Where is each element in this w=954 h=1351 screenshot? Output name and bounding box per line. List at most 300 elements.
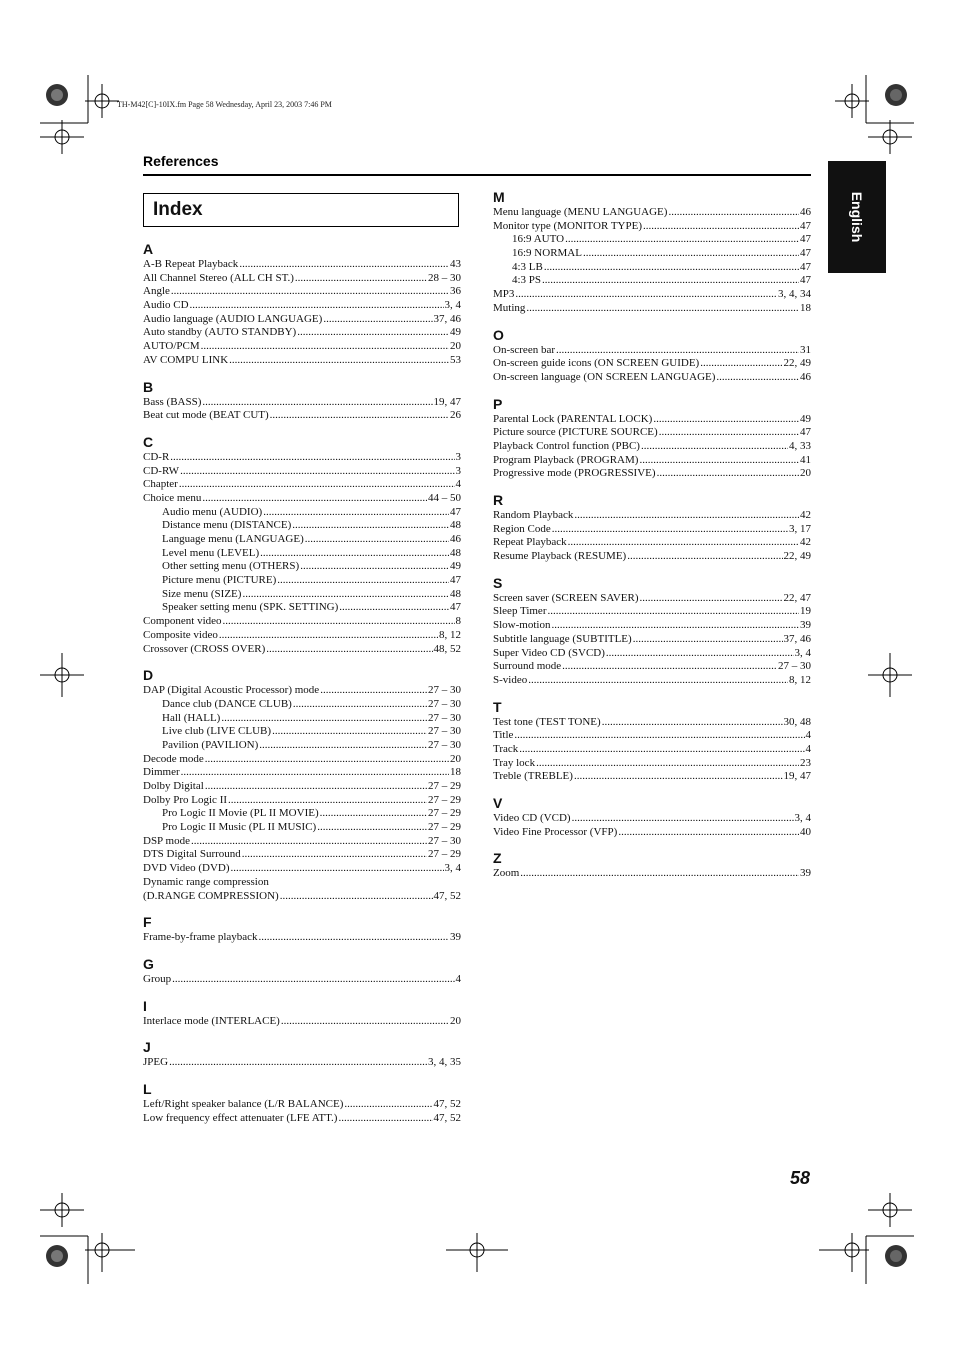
- language-tab-label: English: [849, 191, 865, 243]
- dot-leader: [602, 716, 783, 730]
- index-entry-term: Screen saver (SCREEN SAVER): [493, 591, 639, 604]
- index-entry-page: 18: [800, 301, 811, 314]
- index-entry: [493, 757, 811, 771]
- index-entry-page: 26: [450, 409, 461, 422]
- index-entry-page: 47, 52: [433, 1111, 461, 1124]
- index-entry-page: 44 – 50: [428, 491, 461, 504]
- dot-leader: [552, 523, 788, 537]
- index-entry: [493, 206, 811, 220]
- index-entry-term: Group: [143, 972, 172, 985]
- index-entry-page: 4: [455, 972, 461, 985]
- dot-leader: [205, 753, 449, 767]
- dot-leader: [280, 890, 433, 904]
- header-rule: [143, 174, 811, 176]
- dot-leader: [221, 712, 427, 726]
- index-entry: [143, 354, 461, 368]
- index-entry-page: 39: [800, 619, 811, 632]
- index-entry-page: 20: [450, 752, 461, 765]
- index-entry: [143, 931, 461, 945]
- dot-leader: [317, 821, 427, 835]
- index-entry: [143, 1112, 461, 1126]
- dot-leader: [528, 674, 788, 688]
- index-entry-term: CD-R: [143, 450, 170, 463]
- index-entry-term: Dynamic range compression: [143, 875, 269, 888]
- index-entry-term: DSP mode: [143, 834, 190, 847]
- index-entry-term: Menu language (MENU LANGUAGE): [493, 206, 668, 218]
- index-entry-page: 20: [800, 467, 811, 480]
- dot-leader: [640, 592, 783, 606]
- index-entry: [493, 743, 811, 757]
- index-entry-page: 48: [450, 546, 461, 559]
- index-entry-term: Tray lock: [493, 756, 536, 769]
- index-entry-page: 47: [450, 574, 461, 587]
- index-entry: [493, 233, 811, 247]
- dot-leader: [520, 867, 799, 881]
- index-entry: [143, 862, 461, 876]
- index-entry-page: 47: [800, 274, 811, 287]
- index-title-box: [143, 193, 459, 227]
- dot-leader: [572, 812, 794, 826]
- dot-leader: [295, 272, 427, 286]
- index-entry-term: Audio menu (AUDIO): [162, 505, 263, 518]
- index-entry: [143, 465, 461, 479]
- index-entry-term: Random Playback: [493, 509, 574, 521]
- index-entry-page: 27 – 30: [778, 660, 811, 673]
- dot-leader: [180, 465, 454, 479]
- dot-leader: [338, 1112, 432, 1126]
- index-entry: [493, 371, 811, 385]
- index-entry-page: 47: [800, 233, 811, 246]
- index-entry-page: 3, 4: [444, 862, 461, 875]
- index-entry: [143, 506, 461, 520]
- dot-leader: [618, 826, 799, 840]
- dot-leader: [190, 299, 444, 313]
- index-entry: [143, 1098, 461, 1112]
- index-entry: [493, 357, 811, 371]
- index-entry: [143, 794, 461, 808]
- index-entry-term: Crossover (CROSS OVER): [143, 642, 266, 655]
- dot-leader: [181, 766, 449, 780]
- index-entry-page: 4: [455, 478, 461, 491]
- page-number: 58: [790, 1168, 811, 1188]
- index-entry-page: 43: [450, 258, 461, 270]
- index-entry-page: 27 – 30: [428, 834, 461, 847]
- index-entry-page: 3: [455, 450, 461, 463]
- index-entry-page: 42: [800, 536, 811, 549]
- index-entry: [493, 247, 811, 261]
- index-entry-term: Choice menu: [143, 491, 202, 504]
- dot-leader: [270, 876, 460, 890]
- index-entry-page: 23: [800, 756, 811, 769]
- index-entry: [493, 674, 811, 688]
- index-column-right: [493, 188, 811, 881]
- index-entry: [493, 867, 811, 881]
- index-entry-term: Test tone (TEST TONE): [493, 715, 601, 728]
- index-entry: [143, 821, 461, 835]
- dot-leader: [205, 780, 427, 794]
- index-entry: [143, 739, 461, 753]
- index-entry-page: 37, 46: [783, 632, 811, 645]
- index-entry-term: On-screen bar: [493, 343, 555, 356]
- index-entry-page: 37, 46: [433, 312, 461, 325]
- index-entry-term: On-screen guide icons (ON SCREEN GUIDE): [493, 357, 700, 370]
- index-entry: [143, 299, 461, 313]
- index-entry: [493, 770, 811, 784]
- dot-leader: [260, 547, 449, 561]
- index-entry-term: AV COMPU LINK: [143, 353, 229, 366]
- index-entry-term: Level menu (LEVEL): [162, 546, 260, 559]
- index-entry: [493, 716, 811, 730]
- index-entry: [143, 807, 461, 821]
- index-entry-term: Picture menu (PICTURE): [162, 574, 277, 587]
- index-entry-term: Left/Right speaker balance (L/R BALANCE): [143, 1097, 344, 1110]
- index-entry-page: 22, 47: [783, 591, 811, 604]
- index-entry: [143, 698, 461, 712]
- index-entry-page: 3, 4, 34: [778, 288, 811, 301]
- index-entry: [493, 826, 811, 840]
- file-print-line: TH-M42[C]-10IX.fm Page 58 Wednesday, April 23, 2003 7:46 PM: [117, 100, 332, 109]
- index-entry-page: 27 – 30: [428, 711, 461, 724]
- index-entry-page: 27 – 30: [428, 738, 461, 751]
- index-entry-term: Monitor type (MONITOR TYPE): [493, 219, 643, 232]
- index-entry-term: Other setting menu (OTHERS): [162, 560, 300, 573]
- index-entry-term: Beat cut mode (BEAT CUT): [143, 409, 269, 422]
- index-entry-term: Parental Lock (PARENTAL LOCK): [493, 412, 653, 425]
- index-entry-term: Low frequency effect attenuater (LFE ATT.): [143, 1111, 338, 1124]
- index-entry: [493, 440, 811, 454]
- dot-leader: [339, 601, 449, 615]
- index-entry-page: 49: [450, 560, 461, 573]
- index-entry-term: JPEG: [143, 1056, 169, 1069]
- index-entry-page: 3, 17: [789, 522, 811, 535]
- index-entry: [493, 660, 811, 674]
- dot-leader: [305, 533, 449, 547]
- index-entry-term: A-B Repeat Playback: [143, 258, 239, 270]
- index-entry-page: 30, 48: [783, 715, 811, 728]
- index-entry-term: Interlace mode (INTERLACE): [143, 1014, 280, 1027]
- index-entry-term: Super Video CD (SVCD): [493, 646, 605, 659]
- index-entry: [143, 258, 461, 272]
- index-entry: [143, 725, 461, 739]
- index-entry-page: 39: [800, 867, 811, 880]
- index-letter-heading: P: [493, 395, 503, 412]
- index-entry-term: MP3: [493, 288, 515, 301]
- dot-leader: [526, 302, 799, 316]
- index-entry-page: 46: [450, 533, 461, 545]
- index-entry-page: 3, 4, 35: [428, 1056, 461, 1069]
- index-entry: [493, 302, 811, 316]
- index-entry-page: 48: [450, 587, 461, 600]
- index-entry-page: 27 – 29: [428, 780, 461, 792]
- index-entry-page: 19, 47: [433, 395, 461, 408]
- dot-leader: [320, 807, 427, 821]
- index-entry: [143, 601, 461, 615]
- dot-leader: [716, 371, 799, 385]
- index-letter-heading: I: [143, 997, 147, 1014]
- index-entry-page: 22, 49: [783, 550, 811, 563]
- index-entry-term: Component video: [143, 615, 222, 628]
- section-title: References: [143, 153, 219, 169]
- index-entry-term: Muting: [493, 301, 526, 314]
- index-entry-term: Surround mode: [493, 660, 562, 673]
- index-entry-page: 42: [800, 509, 811, 521]
- index-entry-term: Composite video: [143, 628, 218, 641]
- index-entry-page: 27 – 30: [428, 697, 461, 710]
- index-entry-page: 47: [800, 219, 811, 232]
- index-entry-term: Hall (HALL): [162, 711, 221, 724]
- dot-leader: [219, 629, 438, 643]
- index-entry-page: 27 – 30: [428, 725, 461, 738]
- dot-leader: [239, 258, 449, 272]
- index-entry-term: S-video: [493, 673, 528, 686]
- index-entry: [143, 588, 461, 602]
- index-entry: [143, 890, 461, 904]
- dot-leader: [202, 492, 427, 506]
- index-letter-heading: D: [143, 667, 154, 684]
- dot-leader: [300, 560, 449, 574]
- index-entry-page: 47: [800, 426, 811, 439]
- index-letter-heading: G: [143, 955, 154, 972]
- index-entry-page: 47, 52: [433, 889, 461, 902]
- index-entry-term: Picture source (PICTURE SOURCE): [493, 426, 658, 439]
- index-entry: [493, 812, 811, 826]
- index-entry-page: 39: [450, 931, 461, 944]
- index-entry-term: DTS Digital Surround: [143, 848, 241, 861]
- dot-leader: [179, 478, 455, 492]
- index-entry-term: Pro Logic II Music (PL II MUSIC): [162, 821, 317, 834]
- dot-leader: [223, 615, 455, 629]
- index-entry-term: Subtitle language (SUBTITLE): [493, 632, 632, 645]
- index-entry-term: Pavilion (PAVILION): [162, 738, 259, 751]
- index-letter-heading: J: [143, 1039, 151, 1056]
- index-entry: [143, 547, 461, 561]
- index-entry: [493, 550, 811, 564]
- index-entry-term: Region Code: [493, 522, 551, 535]
- index-entry: [143, 285, 461, 299]
- index-entry-term: Frame-by-frame playback: [143, 931, 258, 944]
- index-entry-term: Bass (BASS): [143, 395, 202, 408]
- index-entry-term: DVD Video (DVD): [143, 862, 230, 875]
- index-entry-term: Sleep Timer: [493, 605, 547, 618]
- index-letter-heading: S: [493, 574, 503, 591]
- dot-leader: [228, 794, 427, 808]
- dot-leader: [565, 233, 799, 247]
- index-entry-term: 16:9 AUTO: [512, 233, 565, 246]
- dot-leader: [514, 729, 804, 743]
- index-entry: [143, 876, 461, 890]
- index-letter-heading: Z: [493, 850, 502, 867]
- index-entry-page: 19, 47: [783, 770, 811, 783]
- index-entry-page: 4: [805, 729, 811, 742]
- index-entry-page: 4: [805, 742, 811, 755]
- dot-leader: [574, 509, 799, 523]
- index-entry-term: Dimmer: [143, 766, 180, 779]
- index-entry-term: Decode mode: [143, 752, 204, 765]
- dot-leader: [272, 725, 427, 739]
- index-entry: [143, 396, 461, 410]
- index-entry-term: Language menu (LANGUAGE): [162, 533, 304, 545]
- dot-leader: [323, 313, 432, 327]
- index-entry-page: 4, 33: [789, 439, 811, 452]
- index-column-left: [143, 240, 461, 1125]
- index-entry-term: Live club (LIVE CLUB): [162, 725, 272, 738]
- index-entry: [493, 523, 811, 537]
- dot-leader: [633, 633, 783, 647]
- index-entry-page: 46: [800, 206, 811, 218]
- index-entry-term: Repeat Playback: [493, 536, 567, 549]
- dot-leader: [547, 605, 799, 619]
- index-entry-term: Program Playback (PROGRAM): [493, 453, 639, 466]
- dot-leader: [320, 684, 427, 698]
- dot-leader: [202, 396, 432, 410]
- index-entry-page: 3, 4: [794, 812, 811, 824]
- index-entry: [143, 533, 461, 547]
- index-entry: [143, 574, 461, 588]
- index-entry-term: Title: [493, 729, 514, 742]
- index-entry-page: 47: [450, 505, 461, 518]
- dot-leader: [659, 426, 799, 440]
- index-entry: [143, 615, 461, 629]
- index-entry-term: (D.RANGE COMPRESSION): [143, 889, 279, 902]
- index-entry-page: 41: [800, 453, 811, 466]
- dot-leader: [266, 643, 432, 657]
- index-entry-page: 18: [450, 766, 461, 779]
- index-entry-term: 4:3 LB: [512, 260, 543, 273]
- dot-leader: [657, 467, 799, 481]
- index-entry-page: 48: [450, 519, 461, 532]
- index-entry-term: All Channel Stereo (ALL CH ST.): [143, 271, 294, 284]
- dot-leader: [627, 550, 782, 564]
- dot-leader: [344, 1098, 432, 1112]
- index-letter-heading: T: [493, 698, 502, 715]
- index-entry-page: 28 – 30: [428, 271, 461, 284]
- index-entry: [143, 519, 461, 533]
- index-entry-term: Video Fine Processor (VFP): [493, 825, 618, 838]
- index-entry-term: Treble (TREBLE): [493, 770, 573, 783]
- dot-leader: [170, 451, 454, 465]
- dot-leader: [700, 357, 782, 371]
- index-entry-page: 20: [450, 1014, 461, 1027]
- language-tab: [828, 161, 886, 273]
- index-entry-term: Playback Control function (PBC): [493, 439, 640, 452]
- dot-leader: [242, 588, 449, 602]
- index-entry-page: 40: [800, 825, 811, 838]
- index-entry: [143, 492, 461, 506]
- index-entry: [493, 633, 811, 647]
- index-entry-term: 4:3 PS: [512, 274, 542, 287]
- dot-leader: [231, 862, 444, 876]
- dot-leader: [606, 647, 794, 661]
- index-entry-page: 31: [800, 343, 811, 356]
- index-entry: [493, 454, 811, 468]
- index-title: Index: [153, 199, 203, 220]
- index-entry-page: 47, 52: [433, 1097, 461, 1110]
- dot-leader: [574, 770, 783, 784]
- dot-leader: [542, 274, 799, 288]
- index-entry: [143, 684, 461, 698]
- index-entry-page: 27 – 29: [428, 807, 461, 820]
- index-entry-page: 3, 4: [794, 646, 811, 659]
- index-entry-term: Pro Logic II Movie (PL II MOVIE): [162, 807, 319, 820]
- index-entry-term: Dolby Pro Logic II: [143, 793, 228, 806]
- index-entry-term: Distance menu (DISTANCE): [162, 519, 292, 532]
- index-entry-page: 20: [450, 340, 461, 353]
- index-letter-heading: L: [143, 1080, 152, 1097]
- index-entry-page: 3: [455, 464, 461, 477]
- dot-leader: [551, 619, 799, 633]
- index-letter-heading: R: [493, 492, 504, 508]
- index-entry: [493, 274, 811, 288]
- index-entry: [493, 536, 811, 550]
- index-entry: [143, 1015, 461, 1029]
- index-entry-page: 36: [450, 285, 461, 298]
- index-entry-term: AUTO/PCM: [143, 340, 200, 353]
- index-entry-page: 8, 12: [789, 673, 811, 686]
- dot-leader: [277, 574, 449, 588]
- dot-leader: [229, 354, 449, 368]
- dot-leader: [641, 440, 788, 454]
- index-entry: [143, 409, 461, 423]
- index-entry: [493, 509, 811, 523]
- index-entry-page: 47: [800, 260, 811, 273]
- index-letter-heading: C: [143, 433, 154, 450]
- index-entry: [143, 313, 461, 327]
- index-entry-term: Video CD (VCD): [493, 812, 571, 824]
- dot-leader: [292, 519, 449, 533]
- index-entry: [143, 629, 461, 643]
- index-entry-page: 46: [800, 370, 811, 383]
- index-entry-term: 16:9 NORMAL: [512, 247, 582, 260]
- index-entry: [143, 973, 461, 987]
- index-entry-term: Chapter: [143, 478, 178, 491]
- index-entry-term: Speaker setting menu (SPK. SETTING): [162, 601, 339, 614]
- index-entry: [493, 729, 811, 743]
- index-entry: [143, 272, 461, 286]
- dot-leader: [263, 506, 449, 520]
- dot-leader: [297, 326, 449, 340]
- index-entry-page: 49: [450, 326, 461, 339]
- index-entry: [493, 605, 811, 619]
- index-entry-page: 53: [450, 353, 461, 366]
- index-letter-heading: A: [143, 241, 154, 257]
- index-entry: [143, 478, 461, 492]
- index-entry: [493, 592, 811, 606]
- index-entry: [143, 848, 461, 862]
- index-entry: [493, 413, 811, 427]
- dot-leader: [643, 220, 799, 234]
- index-entry-term: Resume Playback (RESUME): [493, 550, 627, 563]
- index-entry: [143, 712, 461, 726]
- index-letter-heading: M: [493, 189, 505, 205]
- index-entry-page: 49: [800, 412, 811, 425]
- dot-leader: [568, 536, 799, 550]
- index-entry: [493, 344, 811, 358]
- dot-leader: [544, 261, 799, 275]
- index-letter-heading: B: [143, 378, 154, 395]
- index-entry-term: On-screen language (ON SCREEN LANGUAGE): [493, 370, 716, 383]
- dot-leader: [515, 288, 777, 302]
- index-entry: [493, 220, 811, 234]
- index-entry-term: Size menu (SIZE): [162, 587, 242, 600]
- index-entry: [143, 451, 461, 465]
- index-entry-page: 27 – 29: [428, 821, 461, 834]
- dot-leader: [583, 247, 799, 261]
- index-letter-heading: V: [493, 795, 503, 811]
- dot-leader: [242, 848, 427, 862]
- index-entry-page: 27 – 29: [428, 793, 461, 806]
- dot-leader: [191, 835, 427, 849]
- dot-leader: [639, 454, 799, 468]
